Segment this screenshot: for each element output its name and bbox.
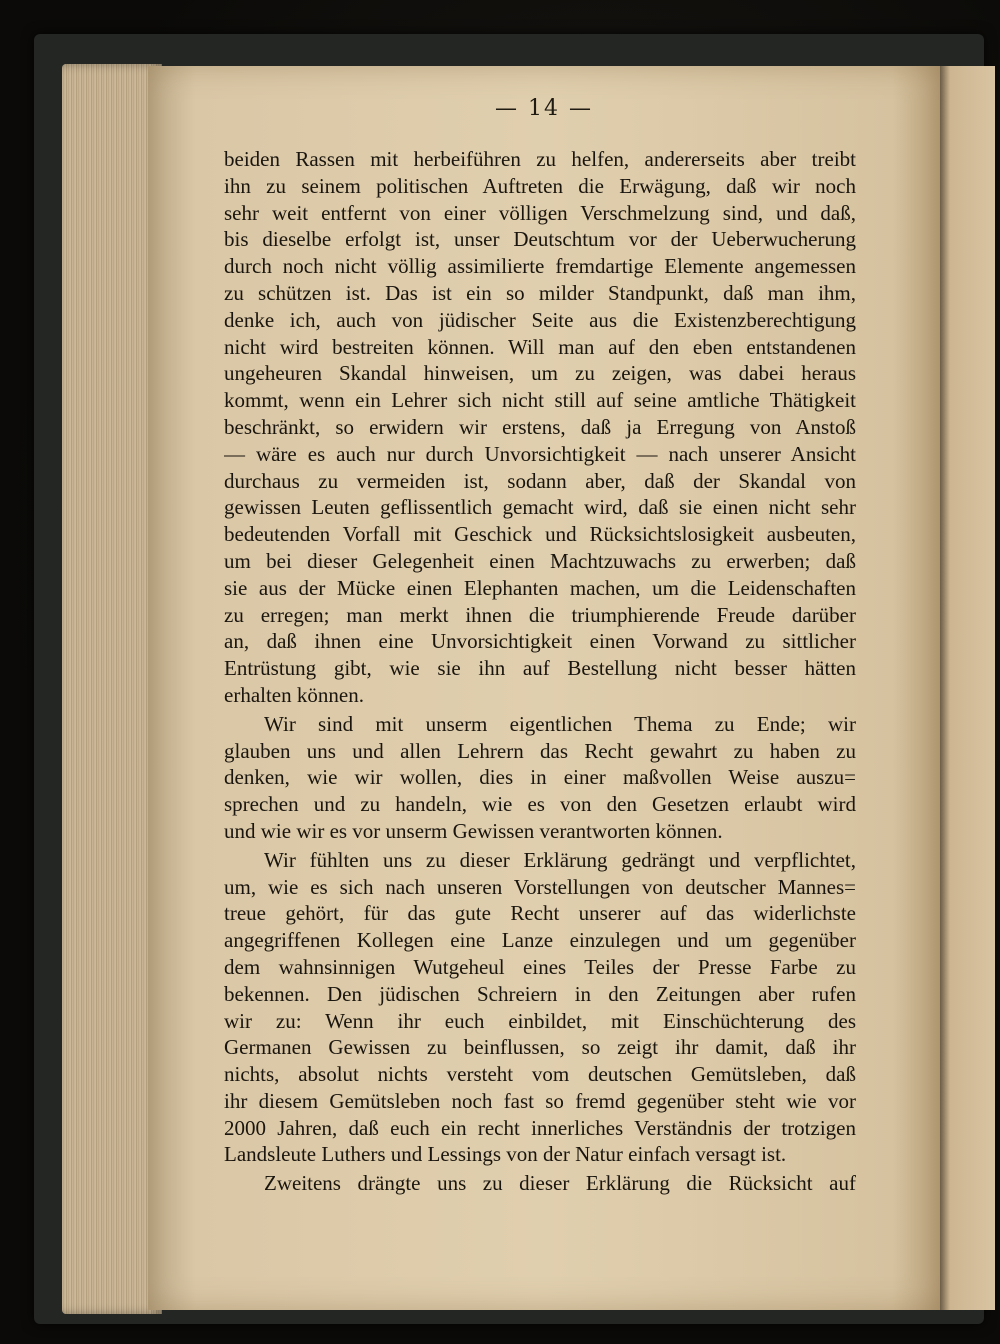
text-line: — wäre es auch nur durch Unvorsichtigkeit — nach unserer Ansicht: [224, 441, 856, 466]
text-line: zu schützen ist. Das ist ein so milder Standpunkt, daß man ihm,: [224, 280, 856, 305]
text-line: beschränkt, so erwidern wir erstens, daß ja Erregung von Anstoß: [224, 414, 856, 439]
text-line: sie aus der Mücke einen Elephanten machen, um die Leidenschaften: [224, 575, 856, 600]
text-line: zu erregen; man merkt ihnen die triumphierende Freude darüber: [224, 602, 856, 627]
text-line: Wir sind mit unserm eigentlichen Thema zu Ende; wir: [264, 711, 856, 736]
text-line: Zweitens drängte uns zu dieser Erklärung die Rücksicht auf: [264, 1171, 856, 1196]
text-line: nicht wird bestreiten können. Will man auf den eben entstandenen: [224, 334, 856, 359]
text-line: bis dieselbe erfolgt ist, unser Deutschtum vor der Ueberwucherung: [224, 227, 856, 252]
page-number: — 14 —: [495, 96, 593, 121]
text-line: kommt, wenn ein Lehrer sich nicht still auf seine amtliche Thätigkeit: [224, 388, 856, 413]
text-line: wir zu: Wenn ihr euch einbildet, mit Einschüchterung des: [224, 1008, 856, 1033]
text-line: bekennen. Den jüdischen Schreiern in den Zeitungen aber rufen: [224, 981, 856, 1006]
facing-page-edge: [935, 66, 995, 1310]
text-line: Entrüstung gibt, wie sie ihn auf Bestellung nicht besser hätten: [224, 656, 856, 681]
text-line: ihr diesem Gemütsleben noch fast so fremd gegenüber steht wie vor: [224, 1088, 856, 1113]
text-line: ungeheuren Skandal hinweisen, um zu zeigen, was dabei heraus: [224, 361, 856, 386]
text-line: Wir fühlten uns zu dieser Erklärung gedrängt und verpflichtet,: [264, 847, 856, 872]
text-line: glauben uns und allen Lehrern das Recht gewahrt zu haben zu: [224, 738, 856, 763]
body-text: [224, 146, 856, 1197]
text-line: Germanen Gewissen zu beinflussen, so zeigt ihr damit, daß ihr: [224, 1035, 856, 1060]
text-line: erhalten können.: [224, 682, 364, 707]
text-line: angegriffenen Kollegen eine Lanze einzulegen und um gegenüber: [224, 928, 856, 953]
text-line: sehr weit entfernt von einer völligen Verschmelzung sind, und daß,: [224, 200, 856, 225]
text-line: durchaus zu vermeiden ist, sodann aber, daß der Skandal von: [224, 468, 856, 493]
text-line: gewissen Leuten geflissentlich gemacht wird, daß sie einen nicht sehr: [224, 495, 856, 520]
book-page: [148, 66, 940, 1310]
page-edges: [62, 64, 162, 1314]
text-line: durch noch nicht völlig assimilierte fremdartige Elemente angemessen: [224, 254, 856, 279]
text-line: sprechen und zu handeln, wie es von den Gesetzen erlaubt wird: [224, 792, 856, 817]
text-line: denken, wie wir wollen, dies in einer maßvollen Weise auszu=: [224, 765, 856, 790]
text-line: 2000 Jahren, daß euch ein recht innerliches Verständnis der trotzigen: [224, 1115, 856, 1140]
text-line: an, daß ihnen eine Unvorsichtigkeit einen Vorwand zu sittlicher: [224, 629, 856, 654]
text-line: dem wahnsinnigen Wutgeheul eines Teiles der Presse Farbe zu: [224, 954, 856, 979]
text-line: treue gehört, für das gute Recht unserer auf das widerlichste: [224, 901, 856, 926]
text-line: ihn zu seinem politischen Auftreten die Erwägung, daß wir noch: [224, 173, 856, 198]
text-line: Landsleute Luthers und Lessings von der Natur einfach versagt ist.: [224, 1142, 787, 1167]
text-line: denke ich, auch von jüdischer Seite aus die Existenzberechtigung: [224, 307, 856, 332]
text-line: und wie wir es vor unserm Gewissen verantworten können.: [224, 818, 723, 843]
text-line: bedeutenden Vorfall mit Geschick und Rücksichtslosigkeit ausbeuten,: [224, 522, 856, 547]
text-line: beiden Rassen mit herbeiführen zu helfen, andererseits aber treibt: [224, 147, 856, 171]
text-line: nichts, absolut nichts versteht vom deutschen Gemütsleben, daß: [224, 1062, 856, 1087]
text-line: um, wie es sich nach unseren Vorstellungen von deutscher Mannes=: [224, 874, 856, 899]
text-line: um bei dieser Gelegenheit einen Machtzuwachs zu erwerben; daß: [224, 548, 856, 573]
